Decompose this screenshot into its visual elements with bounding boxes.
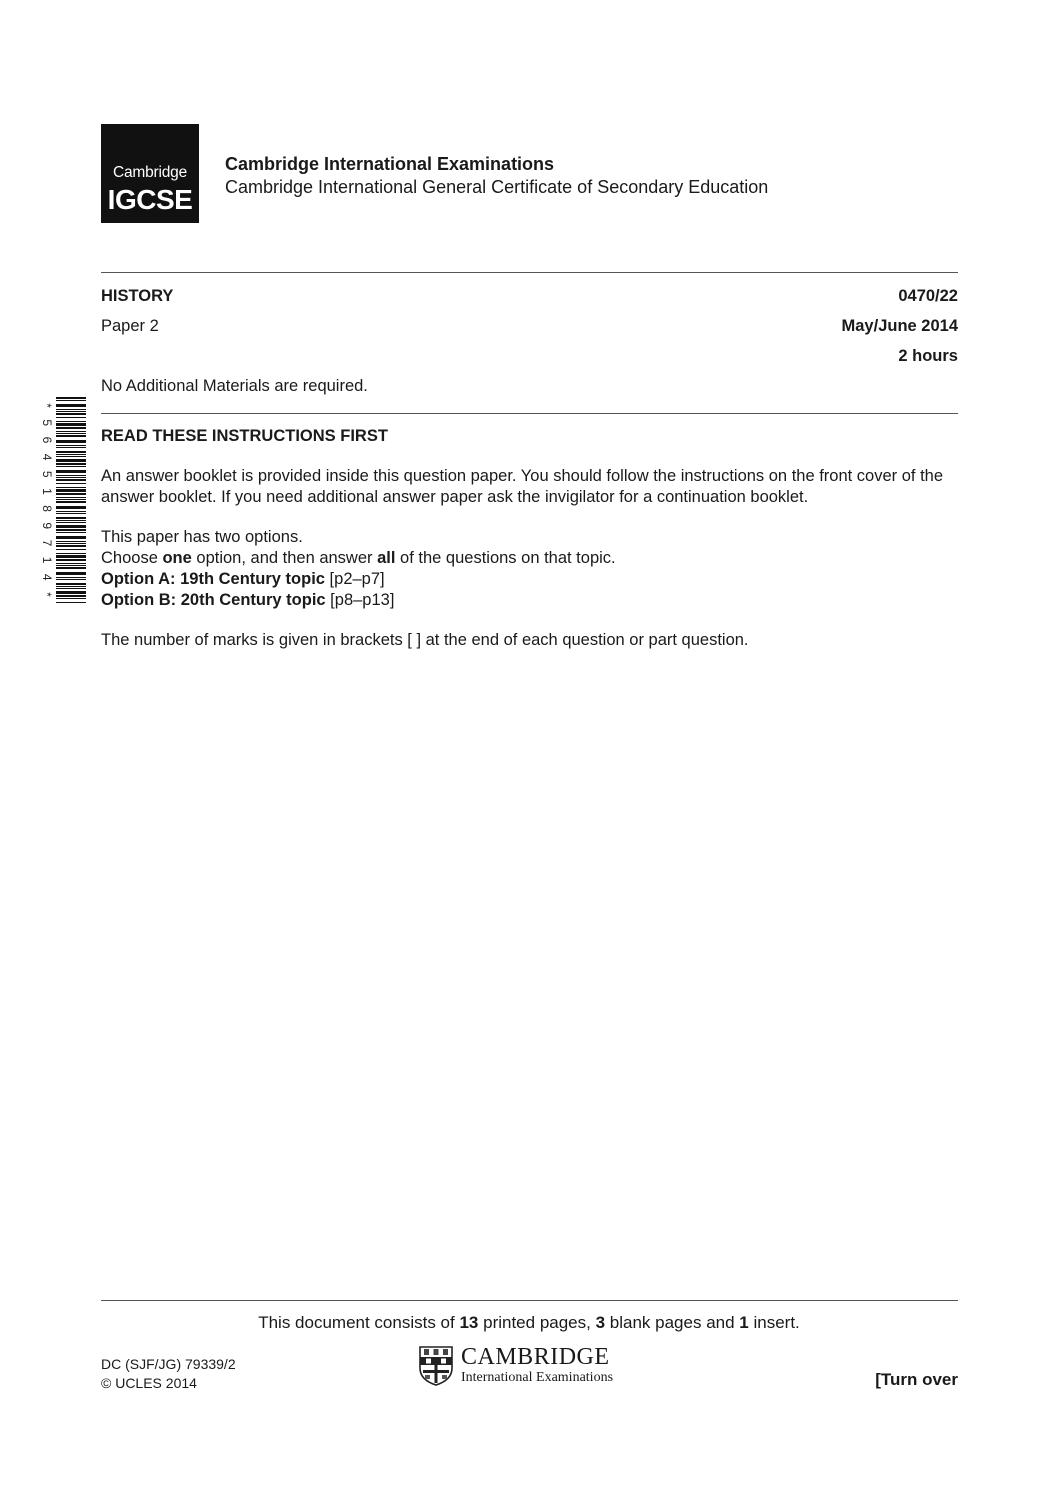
barcode-bar [56,543,86,544]
logo-line1: Cambridge [112,164,187,181]
barcode-bar [56,417,86,418]
option-a-pages: [p2–p7] [324,570,385,588]
svg-text:5: 5 [40,419,54,427]
barcode-bar [56,520,86,521]
barcode-bar [56,477,86,478]
barcode-bar [56,497,86,498]
svg-text:6: 6 [40,436,54,444]
barcode-bar [56,577,86,578]
option-b-pages: [p8–p13] [325,591,395,609]
options-block [101,527,961,611]
barcode-bar [56,409,86,410]
choose-pre: Choose [101,549,163,567]
barcode-bar [56,440,86,443]
barcode-bar [56,595,86,597]
barcode-bar [56,400,86,401]
choose-one: one [162,549,192,567]
org-name: Cambridge International Examinations [225,154,555,174]
paper-code: 0470/22 [898,287,958,305]
options-intro: This paper has two options. [101,528,303,546]
barcode-bar [56,493,86,495]
barcode-bar [56,586,86,587]
barcode-bar [56,549,86,550]
brand-subtitle: International Examinations [461,1370,614,1385]
barcode-bar [56,583,86,585]
marks-note: The number of marks is given in brackets [ ] at the end of each question or part question. [101,631,749,649]
svg-text:*: * [40,403,54,408]
barcode-bar [56,431,86,432]
barcode-bar [56,487,86,488]
barcode-digits [40,403,54,597]
barcode-bar [56,563,86,564]
choose-post: of the questions on that topic. [395,549,616,567]
barcode-bar [56,602,86,603]
barcode-bar [56,553,86,554]
barcode-bar [56,435,86,437]
count-post: insert. [748,1313,800,1332]
barcode-bar [56,522,86,523]
svg-text:8: 8 [40,505,54,512]
barcode-bar [56,470,86,473]
choose-mid: option, and then answer [191,549,378,567]
svg-text:7: 7 [40,539,54,547]
barcode-bar [56,466,86,467]
svg-text:1: 1 [40,488,54,495]
printed-pages: 13 [459,1313,479,1332]
divider-footer [101,1300,958,1301]
barcode-bar [56,499,86,500]
barcode-bar [56,532,86,533]
barcode-bar [56,445,86,446]
barcode-bar [56,579,86,580]
svg-text:9: 9 [40,522,54,530]
barcode-bar [56,598,86,599]
barcode-bar [56,565,86,566]
option-b-label: Option B: 20th Century topic [101,591,326,609]
barcode-bar [56,572,86,575]
barcode-bar [56,511,86,512]
barcode-bar [56,479,86,481]
qualification-name: Cambridge International General Certificate of Secondary Education [225,177,769,197]
svg-text:5: 5 [40,470,54,478]
brand-name: CAMBRIDGE [461,1344,610,1370]
barcode-bar [56,413,86,415]
barcode-bar [56,525,86,528]
choose-all: all [377,549,396,567]
barcode-bar [56,541,86,542]
count-mid2: blank pages and [605,1313,740,1332]
page-count-note [0,1313,1058,1333]
materials-note: No Additional Materials are required. [101,377,368,395]
paper-number: Paper 2 [101,317,159,335]
duration: 2 hours [898,347,958,365]
svg-text:4: 4 [40,453,54,461]
barcode-bar [56,567,86,569]
insert-count: 1 [739,1313,749,1332]
barcode-bar [56,459,86,462]
barcode-bar [56,456,86,457]
cambridge-crest-icon [419,1346,453,1386]
option-a [101,569,961,590]
copyright: © UCLES 2014 [101,1375,197,1391]
instructions-heading: READ THESE INSTRUCTIONS FIRST [101,427,388,445]
svg-text:1: 1 [40,556,54,564]
barcode-bar [56,454,86,455]
option-a-label: Option A: 19th Century topic [101,570,325,588]
instructions-paragraph: An answer booklet is provided inside this question paper. You should follow the instructions on the front cover of the answer booklet. If you need additional answer paper ask the invigilator for a continuation booklet. [101,467,944,506]
barcode-bar [56,447,86,448]
barcode [40,397,86,603]
barcode-bar [56,536,86,539]
divider-instructions [101,413,958,414]
barcode-bar [56,555,86,558]
svg-text:4: 4 [40,573,54,581]
barcode-bar [56,433,86,434]
barcode-bar [56,475,86,476]
barcode-bar [56,559,86,561]
footer-left [101,1355,236,1393]
igcse-logo [101,124,199,223]
count-mid1: printed pages, [478,1313,596,1332]
option-b [101,590,961,611]
barcode-bar [56,451,86,453]
barcode-bar [56,397,86,399]
barcode-bar [56,463,86,465]
barcode-bar [56,517,86,519]
blank-pages: 3 [595,1313,606,1332]
turn-over: [Turn over [875,1370,958,1389]
barcode-bar [56,506,86,509]
barcode-bar [56,545,86,547]
barcode-bar [56,489,86,492]
barcode-bar [56,411,86,412]
barcode-bar [56,404,86,407]
logo-line2: IGCSE [107,184,193,215]
barcode-bar [56,501,86,503]
subject: HISTORY [101,287,174,305]
barcode-bar [56,529,86,531]
barcode-bar [56,423,86,426]
document-reference: DC (SJF/JG) 79339/2 [101,1356,236,1372]
barcode-bar [56,421,86,422]
barcode-bar [56,483,86,484]
count-pre: This document consists of [258,1313,460,1332]
divider-top [101,272,958,273]
barcode-bar [56,427,86,429]
session: May/June 2014 [841,317,958,335]
barcode-bar [56,513,86,514]
barcode-bar [56,591,86,594]
choose-line [101,548,961,569]
barcode-bar [56,588,86,589]
svg-text:*: * [40,592,54,597]
